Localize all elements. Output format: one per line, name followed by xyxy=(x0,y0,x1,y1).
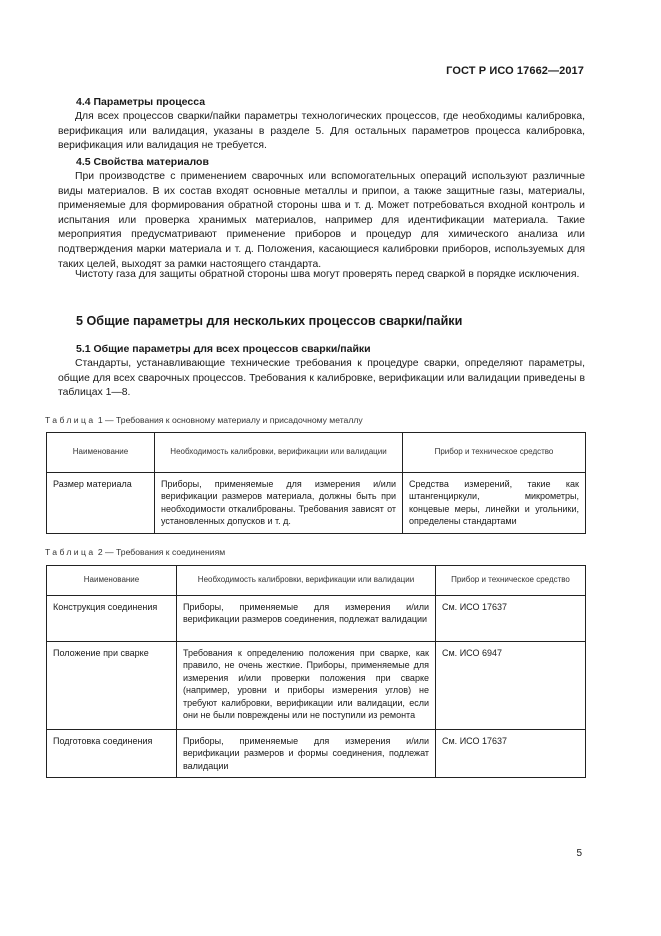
table2-cell-instrument: См. ИСО 17637 xyxy=(436,596,586,642)
table-row xyxy=(47,596,586,642)
standard-designation: ГОСТ Р ИСО 17662—2017 xyxy=(446,65,584,77)
table2-header-name: Наименование xyxy=(47,566,177,596)
heading-4-4: 4.4 Параметры процесса xyxy=(76,96,206,108)
table-2 xyxy=(46,565,586,778)
heading-5-1: 5.1 Общие параметры для всех процессов сварки/пайки xyxy=(76,343,371,355)
table2-cell-name: Положение при сварке xyxy=(47,642,177,730)
table1-caption-number: 1 xyxy=(97,415,103,425)
paragraph-4-4: Для всех процессов сварки/пайки параметры технологических процессов, где необходимы калибровка, верификация или валидация, указаны в разделе 5. Для остальных параметров процесса калибровка, верификация или валидация не требуется. xyxy=(58,111,585,152)
paragraph-4-5: При производстве с применением сварочных или вспомогательных операций используют различные виды материалов. В их состав входят основные металлы и припои, а также защитные газы, материалы, применяемые для формирования обратной стороны шва и т. д. Может потребоваться входной контроль и испытания или проверка хранимых материалов, например для идентификации материала. Такие мероприятия предусматривают применение приборов и процедур для химического анализа или подтверждения марки материала и т. д. Положения, касающиеся калибровки приборов, используемых для таких целей, выходят за рамки настоящего стандарта. xyxy=(58,171,585,270)
table1-header-requirement: Необходимость калибровки, верификации или валидации xyxy=(155,433,403,473)
table2-header-requirement: Необходимость калибровки, верификации или валидации xyxy=(177,566,436,596)
table2-header-row xyxy=(47,566,586,596)
table1-caption-text: — Требования к основному материалу и присадочному металлу xyxy=(102,415,363,425)
table2-cell-instrument: См. ИСО 17637 xyxy=(436,730,586,778)
table1-cell-instrument: Средства измерений, такие как штангенциркули, микрометры, концевые меры, линейки и угольники, определены стандартами xyxy=(403,473,586,534)
table-1 xyxy=(46,432,586,534)
table2-caption-label: Таблица xyxy=(45,547,96,557)
table1-header-instrument: Прибор и техническое средство xyxy=(403,433,586,473)
table-row xyxy=(47,730,586,778)
table1-caption-label: Таблица xyxy=(45,415,96,425)
table2-cell-requirement: Приборы, применяемые для измерения и/или верификации размеров и формы соединения, подлежат валидации xyxy=(177,730,436,778)
table2-cell-requirement: Требования к определению положения при сварке, как правило, не очень жесткие. Приборы, применяемые для измерения и/или проверки положения при сварке (например, уровни и приборы измерения углов) не требуют калибровки, верификации или валидации, если они не были повреждены или не поступили из ремонта xyxy=(177,642,436,730)
table1-header-row xyxy=(47,433,586,473)
table-row xyxy=(47,473,586,534)
page-number: 5 xyxy=(576,848,582,859)
paragraph-4-5-gas: Чистоту газа для защиты обратной стороны шва могут проверять перед сваркой в порядке исключения. xyxy=(75,269,580,280)
table1-cell-requirement: Приборы, применяемые для измерения и/или верификации размеров материала, должны быть при необходимости откалиброваны. Требования зависят от установленных допусков и т. д. xyxy=(155,473,403,534)
table1-cell-name: Размер материала xyxy=(47,473,155,534)
table2-caption-text: — Требования к соединениям xyxy=(102,547,226,557)
table2-cell-name: Подготовка соединения xyxy=(47,730,177,778)
table2-cell-name: Конструкция соединения xyxy=(47,596,177,642)
table1-header-name: Наименование xyxy=(47,433,155,473)
table2-cell-requirement: Приборы, применяемые для измерения и/или верификации размеров соединения, подлежат валидации xyxy=(177,596,436,642)
table2-header-instrument: Прибор и техническое средство xyxy=(436,566,586,596)
table-row xyxy=(47,642,586,730)
table1-caption xyxy=(45,415,363,425)
table2-cell-instrument: См. ИСО 6947 xyxy=(436,642,586,730)
heading-4-5: 4.5 Свойства материалов xyxy=(76,156,209,168)
table2-caption-number: 2 xyxy=(97,547,103,557)
table2-caption xyxy=(45,547,225,557)
heading-5: 5 Общие параметры для нескольких процессов сварки/пайки xyxy=(76,314,463,328)
paragraph-5-1: Стандарты, устанавливающие технические требования к процедуре сварки, определяют параметры, общие для всех сварочных процессов. Требования к калибровке, верификации или валидации приведены в таблицах 1—8. xyxy=(58,358,585,399)
